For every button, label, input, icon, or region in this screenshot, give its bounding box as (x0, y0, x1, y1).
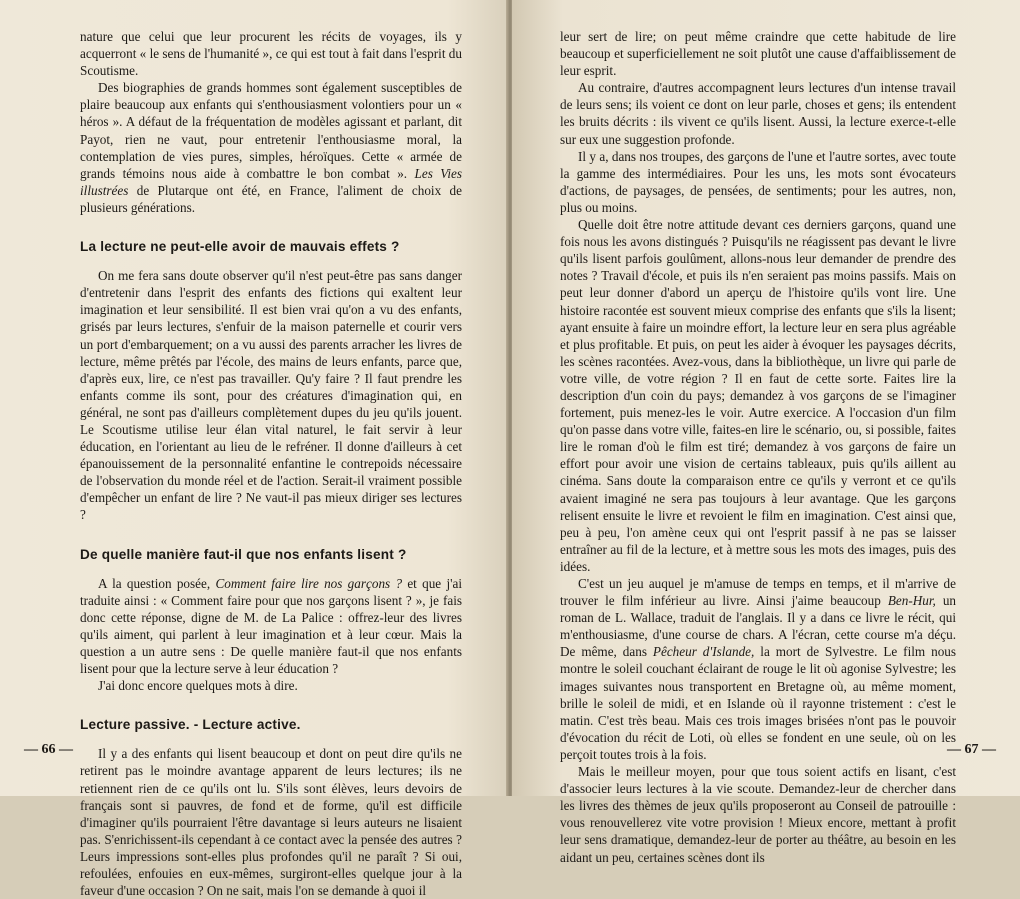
paragraph: leur sert de lire; on peut même craindre que cette habitude de lire beaucoup et superficiellement ne soit plutôt une cause d'affaiblissement de leur esprit. (560, 29, 956, 79)
paragraph: Il y a des enfants qui lisent beaucoup et dont on peut dire qu'ils ne retirent pas le moindre avantage apparent de leurs lectures; ils ne retiennent rien de ce qu'ils ont lu. S'ils sont élèves, leurs devoirs de français sont si pauvres, de fond et de forme, qu'il est difficile d'imaginer qu'ils pourraient l'être davantage si leurs auteurs ne lisaient pas. S'enrichissent-ils cependant à ce contact avec la pensée des autres ? Leurs impressions sont-elles plus profondes qu'il ne paraît ? Si oui, refoulées, enfouies en eux-mêmes, surgiront-elles quelque jour à la faveur d'une occasion ? On ne sait, mais l'on se demande à quoi il (80, 746, 462, 899)
section-heading: De quelle manière faut-il que nos enfants lisent ? (80, 546, 407, 562)
paragraph: Mais le meilleur moyen, pour que tous soient actifs en lisant, c'est d'associer leurs lectures à la vie scoute. Demandez-leur de chercher dans les livres des thèmes de jeux qu'ils proposeront au Conseil de patrouille : vous renouvellerez vite votre provision ! Mieux encore, mettant à profit leur sens dramatique, demandez-leur de porter au théâtre, au besoin en les aidant un peu, certaines scènes dont ils (560, 764, 956, 865)
right-page (512, 0, 1020, 865)
paragraph: A la question posée, Comment faire lire nos garçons ? et que j'ai traduite ainsi : « Comment faire pour que nos garçons lisent ? », je fais donc cette réponse, digne de M. de La Palice : offrez-leur des livres qu'ils aiment, qui parlent à leur imagination et à leur cœur. Mais la question a un autre sens : De quelle manière faut-il que nos enfants lisent pour que la lecture serve à leur éducation ? (80, 575, 463, 677)
paragraph: J'ai donc encore quelques mots à dire. (98, 678, 298, 694)
quoted-title: Comment faire lire nos garçons ? (215, 575, 403, 591)
paragraph: Quelle doit être notre attitude devant ces derniers garçons, quand une fois nous les avons distingués ? Puisqu'ils ne réagissent pas devant le livre qu'ils lisent parfois goulûment, allons-nous leur demander de prendre des notes ? Travail d'école, et puis ils n'en seraient pas moins passifs. Mais on peut leur donner d'abord un aperçu de l'histoire qu'ils vont lire. Une histoire racontée est souvent mieux comprise des enfants que s'ils la lisent; ayant ensuite à faire un moindre effort, la lecture leur en sera plus agréable et plus profitable. Et puis, on peut les aider à évoquer les paysages décrits, les scènes racontées. Avez-vous, dans la bibliothèque, un livre qui parle de votre ville, de votre région ? Il en faut de cette sorte. Faites lire la description d'un coin du pays; demandez à vos garçons de se l'imaginer fortement, puis menez-les le voir. Autre exercice. A l'occasion d'un film qu'on passe dans votre ville, faites-en lire le scénario, ou, si possible, faites lire le roman d'où le film est tiré; demandez à vos garçons de faire un effort pour avoir une vision de certains tableaux, puis qu'ils aillent au cinéma. Sans doute la comparaison entre ce qu'ils y verront et ce qu'ils avaient imaginé ne sera pas toujours à leur avantage. Que les garçons relisent ensuite le livre et revoient le film en imagination. C'est ainsi que, peu à peu, l'on amène ceux qui ont l'esprit passif à ne pas se laisser entraîner au fil de la lecture, et à mettre sous les mots des images, puis des idées. (560, 217, 956, 574)
paragraph: C'est un jeu auquel je m'amuse de temps en temps, et il m'arrive de trouver le film inférieur au livre. Ainsi j'aime beaucoup Ben-Hur, un roman de L. Wallace, traduit de l'anglais. Il y a dans ce livre le récit, qui m'enthousiasme, d'une course de chars. A l'écran, cette course m'a déçu. De même, dans Pêcheur d'Islande, la mort de Sylvestre. Le film nous montre le soleil couchant éclairant de rouge le lit où agonise Sylvestre; les images suivantes nous transportent en Bretagne où, au même moment, brille le soleil de midi, et en Islande où il rayonne tristement : c'est le matin. C'est très beau. Mais ces trois images brisées n'ont pas le pouvoir d'évocation du récit de Loti, où elles se fondent en une seule, où on les perçoit toutes trois à la fois. (560, 576, 957, 762)
page-number: — 67 — (947, 742, 996, 757)
right-page-text (560, 28, 956, 866)
paragraph: Il y a, dans nos troupes, des garçons de l'une et l'autre sortes, avec toute la gamme des intermédiaires. Pour les uns, les mots sont évocateurs d'actions, de paysages, de pensées, de sentiments; pour les autres, non, plus ou moins. (560, 148, 956, 215)
paragraph: On me fera sans doute observer qu'il n'est peut-être pas sans danger d'entretenir dans l'esprit des enfants des fictions qui exaltent leur imagination et leur sensibilité. Il est bien vrai qu'on a vu des enfants, grisés par leurs lectures, s'enfuir de la maison paternelle et courir vers un port d'embarquement; on a vu aussi des parents arracher les livres de lecture, même prêtés par l'école, des mains de leurs enfants, parce que, d'après eux, lire, ce n'est pas travailler. Qu'y faire ? Il faut prendre les enfants comme ils sont, pour des créatures d'imagination qui, en général, ne sont pas d'ailleurs complètement dupes du jeu qu'ils jouent. Le Scoutisme utilise leur élan vital naturel, le fait servir à leur éducation, en l'orientant au lieu de le refréner. Il donne d'ailleurs à cet épanouissement de la personnalité enfantine le contrepoids nécessaire de l'observation du monde réel et de l'action. Serait-il vraiment possible d'empêcher un enfant de lire ? Ne vaut-il pas mieux diriger ses lectures ? (80, 268, 462, 523)
book-title: Les Vies illustrées (80, 165, 462, 198)
paragraph: Des biographies de grands hommes sont également susceptibles de plaire beaucoup aux enfants qui s'enthousiasment volontiers pour un « héros ». A défaut de la fréquentation de modèles agissant et parlant, dit Payot, rien ne vaut, pour entretenir l'enthousiasme moral, la contemplation de vies pures, simples, héroïques. Cette « armée de grands témoins nous aide à combattre le bon combat ». Les Vies illustrées de Plutarque ont été, en France, l'aliment de choix de plusieurs générations. (80, 80, 462, 215)
left-page-text (80, 28, 462, 899)
book-title: Pêcheur d'Islande, (652, 644, 755, 660)
page-number: — 66 — (24, 742, 73, 757)
section-heading: Lecture passive. - Lecture active. (80, 717, 301, 733)
paragraph: nature que celui que leur procurent les récits de voyages, ils y acquerront « le sens de l'humanité », ce qui est tout à fait dans l'esprit du Scoutisme. (80, 29, 462, 79)
section-heading: La lecture ne peut-elle avoir de mauvais effets ? (80, 239, 400, 255)
book-title: Ben-Hur, (887, 593, 936, 609)
paragraph: Au contraire, d'autres accompagnent leurs lectures d'un intense travail de leurs sens; ils voient ce dont on leur parle, choses et gens; ils entendent les bruits décrits : ils vivent ce qu'ils lisent. Aussi, la lecture exerce-t-elle sur eux une suggestion profonde. (560, 80, 956, 147)
left-page (0, 0, 508, 899)
